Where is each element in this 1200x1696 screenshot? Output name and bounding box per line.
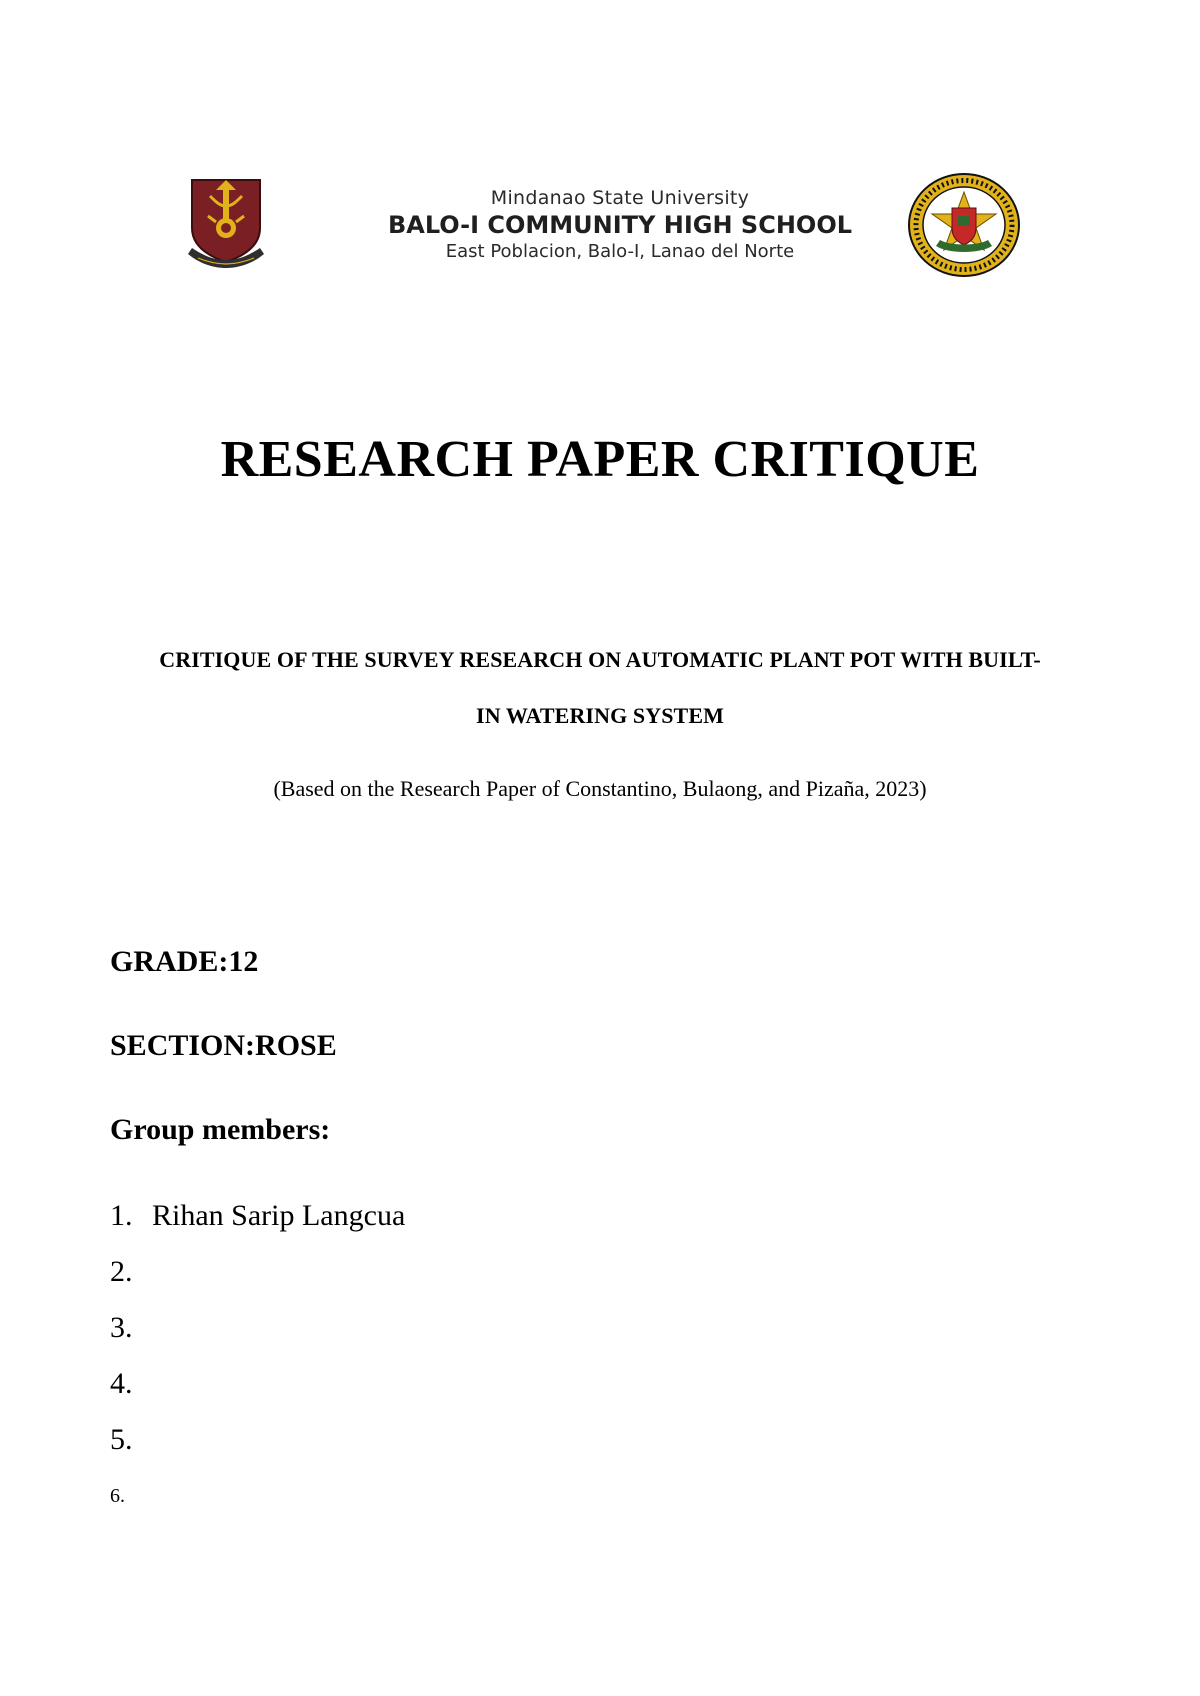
details-block	[110, 942, 1010, 1194]
document-title: RESEARCH PAPER CRITIQUE	[220, 431, 980, 488]
list-item	[110, 1476, 1010, 1532]
member-name: Rihan Sarip Langcua	[152, 1199, 406, 1232]
list-number: 6.	[110, 1485, 125, 1507]
university-name: Mindanao State University	[490, 187, 750, 209]
list-item	[110, 1364, 1010, 1420]
source-citation: (Based on the Research Paper of Constantino, Bulaong, and Pizaña, 2023)	[273, 776, 927, 801]
subtitle-line-1: CRITIQUE OF THE SURVEY RESEARCH ON AUTOMATIC PLANT POT WITH BUILT-	[159, 647, 1041, 672]
list-number: 2.	[110, 1255, 133, 1288]
list-item	[110, 1252, 1010, 1308]
university-seal-icon	[186, 176, 266, 272]
letterhead-text	[340, 186, 900, 264]
subtitle-line-2: IN WATERING SYSTEM	[476, 703, 724, 728]
school-address: East Poblacion, Balo-I, Lanao del Norte	[445, 241, 795, 262]
grade-label: GRADE:12	[110, 945, 259, 978]
list-number: 5.	[110, 1423, 133, 1456]
list-number: 1.	[110, 1199, 133, 1232]
group-members-list	[110, 1196, 1010, 1532]
section-label: SECTION:ROSE	[110, 1029, 337, 1062]
letterhead	[0, 168, 1200, 288]
school-seal-icon	[906, 172, 1022, 278]
school-name: BALO-I COMMUNITY HIGH SCHOOL	[387, 211, 853, 239]
list-item	[110, 1196, 1010, 1252]
list-number: 4.	[110, 1367, 133, 1400]
group-members-label: Group members:	[110, 1113, 331, 1146]
list-item	[110, 1420, 1010, 1476]
list-number: 3.	[110, 1311, 133, 1344]
critique-subtitle	[100, 632, 1100, 744]
list-item	[110, 1308, 1010, 1364]
